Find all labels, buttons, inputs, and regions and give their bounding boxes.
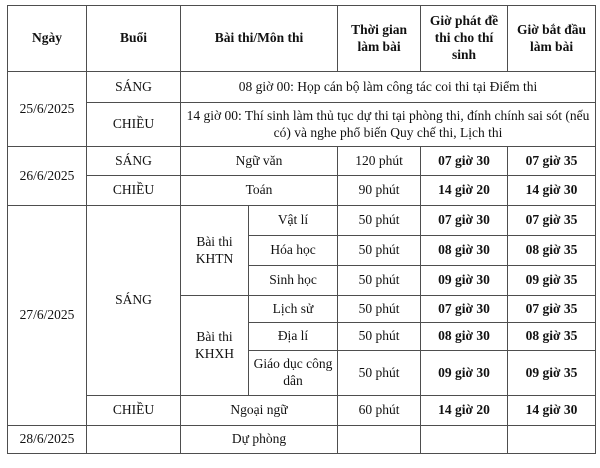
group-label-khxh: Bài thi KHXH (181, 296, 249, 396)
handout-time-cell: 09 giờ 30 (421, 351, 508, 396)
duration-cell: 50 phút (338, 351, 421, 396)
start-time-cell: 08 giờ 35 (508, 323, 596, 351)
note-cell: 08 giờ 00: Họp cán bộ làm công tác coi thi tại Điểm thi (181, 72, 596, 103)
handout-time-cell: 14 giờ 20 (421, 396, 508, 426)
session-cell: CHIỀU (87, 176, 181, 206)
start-time-cell: 14 giờ 30 (508, 396, 596, 426)
date-cell-27-6: 27/6/2025 (8, 206, 87, 426)
handout-time-cell: 08 giờ 30 (421, 323, 508, 351)
session-cell: CHIỀU (87, 103, 181, 147)
start-time-cell: 07 giờ 35 (508, 296, 596, 323)
header-date: Ngày (8, 6, 87, 72)
subject-cell: Ngoại ngữ (181, 396, 338, 426)
row-27-6-afternoon (8, 396, 596, 426)
duration-cell: 90 phút (338, 176, 421, 206)
session-cell: SÁNG (87, 147, 181, 176)
duration-cell: 120 phút (338, 147, 421, 176)
duration-cell: 50 phút (338, 236, 421, 266)
handout-time-cell: 07 giờ 30 (421, 147, 508, 176)
subject-cell: Vật lí (249, 206, 338, 236)
subject-cell: Ngữ văn (181, 147, 338, 176)
session-cell: CHIỀU (87, 396, 181, 426)
start-time-cell: 07 giờ 35 (508, 206, 596, 236)
handout-time-cell: 14 giờ 20 (421, 176, 508, 206)
date-cell-26-6: 26/6/2025 (8, 147, 87, 206)
row-26-6-afternoon (8, 176, 596, 206)
row-25-6-afternoon (8, 103, 596, 147)
duration-cell: 50 phút (338, 206, 421, 236)
row-26-6-morning (8, 147, 596, 176)
note-cell: 14 giờ 00: Thí sinh làm thủ tục dự thi tại phòng thi, đính chính sai sót (nếu có) và nghe phổ biến Quy chế thi, Lịch thi (181, 103, 596, 147)
handout-time-cell: 08 giờ 30 (421, 236, 508, 266)
duration-cell: 50 phút (338, 323, 421, 351)
start-time-cell: 09 giờ 35 (508, 266, 596, 296)
empty-duration-cell (338, 426, 421, 454)
duration-cell: 50 phút (338, 266, 421, 296)
session-cell: SÁNG (87, 206, 181, 396)
group-label-khtn: Bài thi KHTN (181, 206, 249, 296)
header-exam: Bài thi/Môn thi (181, 6, 338, 72)
session-cell: SÁNG (87, 72, 181, 103)
exam-schedule-table (7, 5, 596, 454)
subject-cell: Lịch sử (249, 296, 338, 323)
start-time-cell: 09 giờ 35 (508, 351, 596, 396)
header-duration: Thời gian làm bài (338, 6, 421, 72)
subject-cell: Hóa học (249, 236, 338, 266)
duration-cell: 50 phút (338, 296, 421, 323)
subject-cell: Sinh học (249, 266, 338, 296)
date-cell-25-6: 25/6/2025 (8, 72, 87, 147)
row-25-6-morning (8, 72, 596, 103)
empty-session-cell (87, 426, 181, 454)
start-time-cell: 07 giờ 35 (508, 147, 596, 176)
start-time-cell: 14 giờ 30 (508, 176, 596, 206)
header-session: Buổi (87, 6, 181, 72)
empty-handout-cell (421, 426, 508, 454)
handout-time-cell: 07 giờ 30 (421, 296, 508, 323)
header-handout-time: Giờ phát đề thi cho thí sinh (421, 6, 508, 72)
subject-cell: Địa lí (249, 323, 338, 351)
row-28-6-reserve (8, 426, 596, 454)
header-start-time: Giờ bắt đầu làm bài (508, 6, 596, 72)
empty-start-cell (508, 426, 596, 454)
start-time-cell: 08 giờ 35 (508, 236, 596, 266)
date-cell-28-6: 28/6/2025 (8, 426, 87, 454)
subject-cell: Toán (181, 176, 338, 206)
handout-time-cell: 07 giờ 30 (421, 206, 508, 236)
header-row (8, 6, 596, 72)
duration-cell: 60 phút (338, 396, 421, 426)
reserve-cell: Dự phòng (181, 426, 338, 454)
row-27-6-khtn-physics (8, 206, 596, 236)
handout-time-cell: 09 giờ 30 (421, 266, 508, 296)
subject-cell: Giáo dục công dân (249, 351, 338, 396)
